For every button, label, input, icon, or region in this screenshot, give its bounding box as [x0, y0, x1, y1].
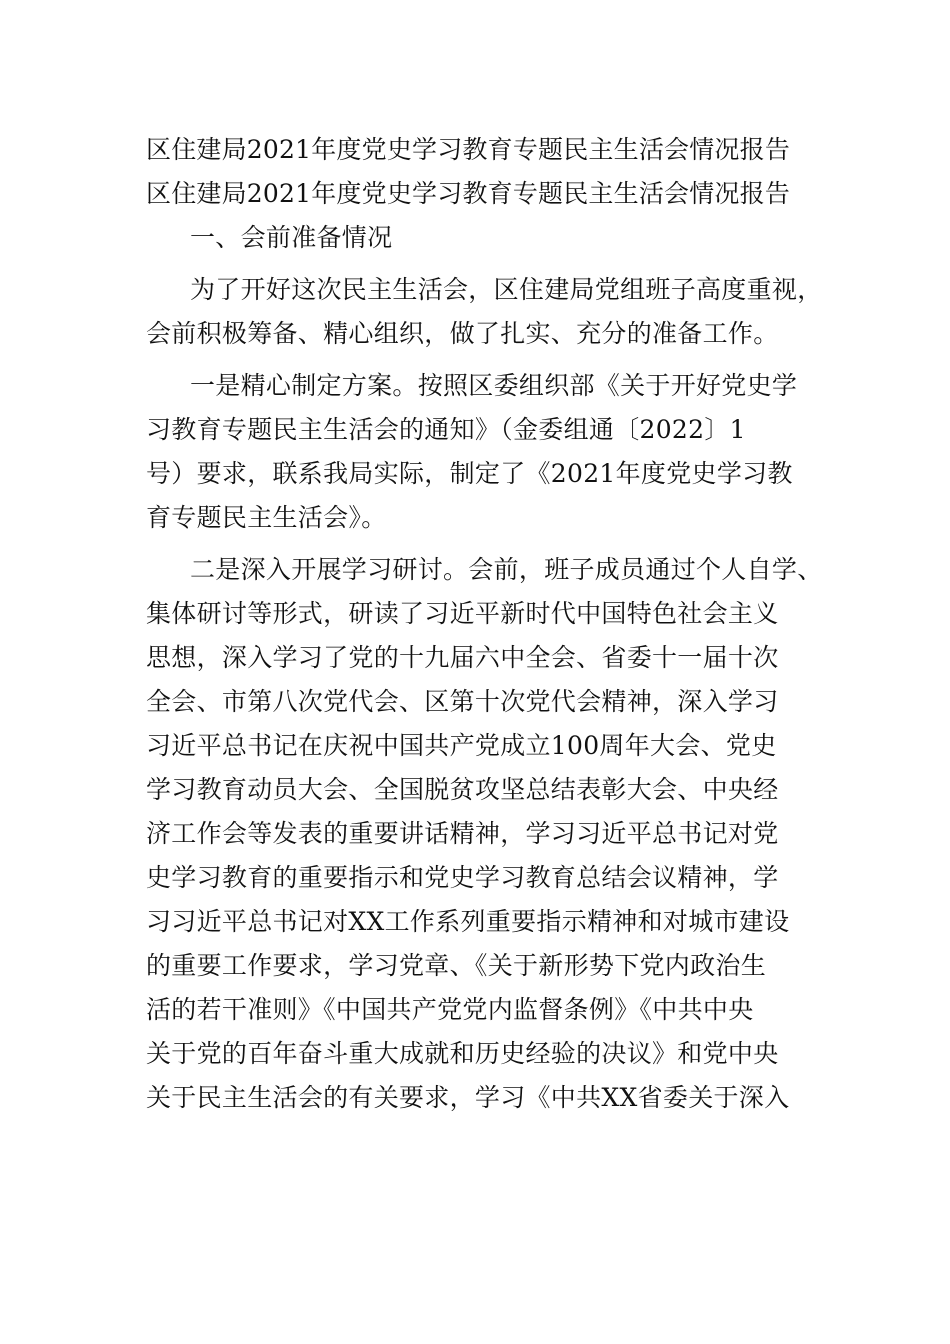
paragraph-line: 集体研讨等形式，研读了习近平新时代中国特色社会主义	[146, 599, 779, 628]
paragraph-line: 一是精心制定方案。按照区委组织部《关于开好党史学	[190, 371, 798, 400]
paragraph-line: 的重要工作要求，学习党章、《关于新形势下党内政治生	[146, 951, 767, 980]
paragraph-line: 育专题民主生活会》。	[146, 503, 387, 532]
document-title-line-2: 区住建局2021年度党史学习教育专题民主生活会情况报告	[146, 179, 791, 208]
paragraph-line: 活的若干准则》《中国共产党党内监督条例》《中共中央	[146, 995, 754, 1024]
paragraph-line: 为了开好这次民主生活会，区住建局党组班子高度重视，	[190, 275, 823, 304]
document-page	[146, 128, 823, 1120]
paragraph-line: 济工作会等发表的重要讲话精神，学习习近平总书记对党	[146, 819, 779, 848]
paragraph-line: 学习教育动员大会、全国脱贫攻坚总结表彰大会、中央经	[146, 775, 779, 804]
paragraph-line: 思想，深入学习了党的十九届六中全会、省委十一届十次	[146, 643, 779, 672]
paragraph-line: 史学习教育的重要指示和党史学习教育总结会议精神，学	[146, 863, 779, 892]
paragraph-line: 会前积极筹备、精心组织，做了扎实、充分的准备工作。	[146, 319, 779, 348]
paragraph-line: 全会、市第八次党代会、区第十次党代会精神，深入学习	[146, 687, 779, 716]
document-title-line-1: 区住建局2021年度党史学习教育专题民主生活会情况报告	[146, 135, 791, 164]
paragraph-line: 习习近平总书记对XX工作系列重要指示精神和对城市建设	[146, 907, 790, 936]
paragraph-line: 二是深入开展学习研讨。会前，班子成员通过个人自学、	[190, 555, 823, 584]
paragraph-line: 关于民主生活会的有关要求，学习《中共XX省委关于深入	[146, 1083, 790, 1112]
section-heading: 一、会前准备情况	[190, 223, 393, 252]
paragraph-line: 号）要求，联系我局实际，制定了《2021年度党史学习教	[146, 459, 793, 488]
paragraph-line: 习教育专题民主生活会的通知》（金委组通〔2022〕1	[146, 415, 746, 444]
paragraph-line: 习近平总书记在庆祝中国共产党成立100周年大会、党史	[146, 731, 777, 760]
paragraph-line: 关于党的百年奋斗重大成就和历史经验的决议》和党中央	[146, 1039, 779, 1068]
